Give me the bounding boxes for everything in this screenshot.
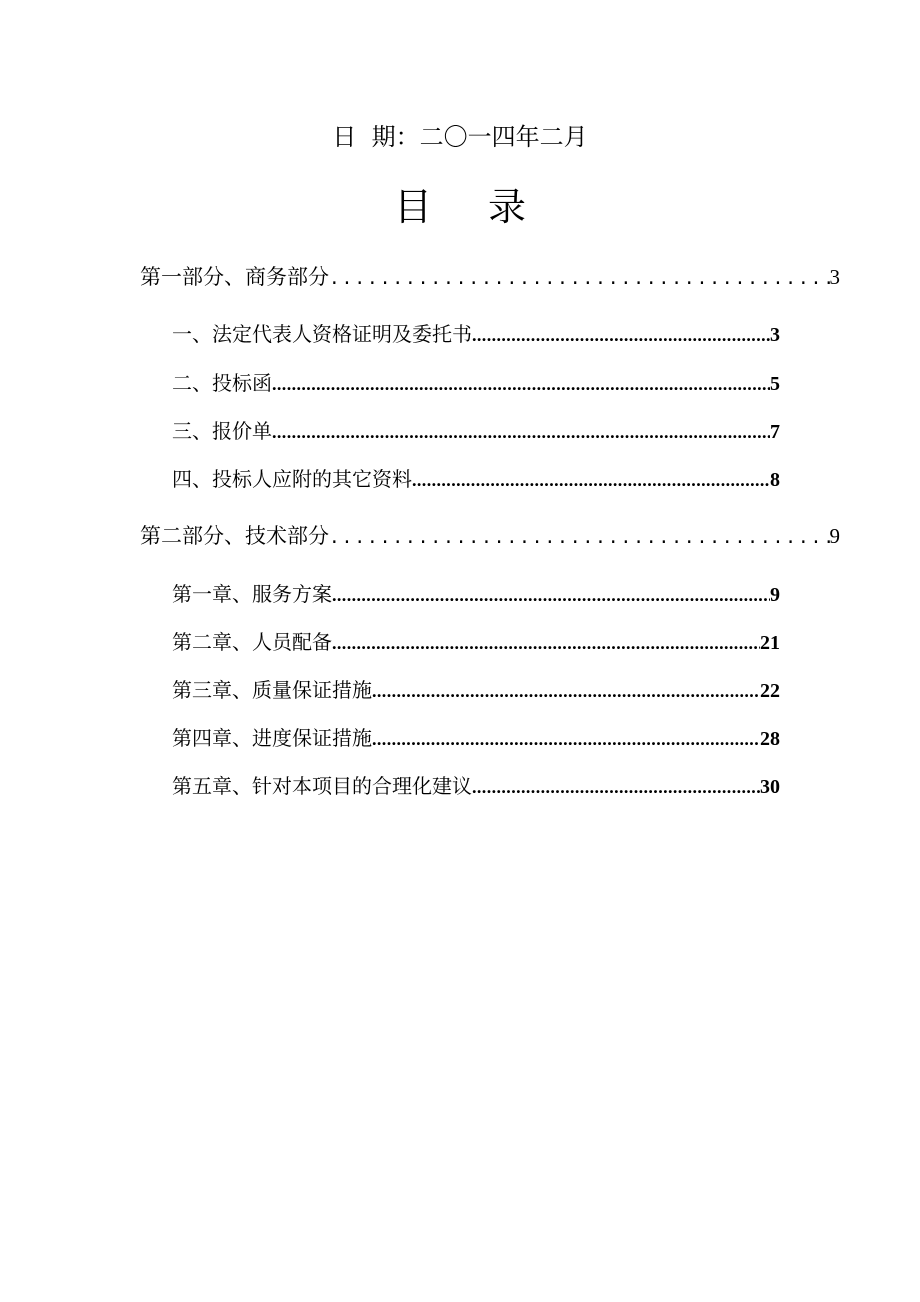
dot-leader: [272, 417, 770, 447]
dot-leader: [412, 465, 770, 495]
toc-entry-page: 3: [770, 324, 780, 346]
toc-entry-page: 21: [760, 632, 780, 654]
toc-entry-page: 22: [760, 680, 780, 702]
dot-leader: [329, 262, 830, 292]
toc-entry-label: 第五章、针对本项目的合理化建议: [172, 774, 472, 798]
toc-entry-section[interactable]: [172, 368, 780, 399]
toc-entry-page: 9: [829, 524, 840, 548]
toc-entry-page: 30: [760, 776, 780, 798]
toc-entry-page: 3: [829, 265, 840, 289]
dot-leader: [332, 580, 770, 610]
dot-leader: [329, 521, 830, 551]
toc-entry-chapter[interactable]: [172, 627, 780, 658]
toc-entry-label: 三、报价单: [172, 419, 272, 443]
dot-leader: [272, 369, 770, 399]
toc-entry-page: 8: [770, 469, 780, 491]
toc-entry-section[interactable]: [172, 464, 780, 495]
toc-entry-label: 二、投标函: [172, 371, 272, 395]
toc-entry-label: 第一章、服务方案: [172, 582, 332, 606]
toc-entry-page: 9: [770, 584, 780, 606]
toc-entry-label: 第二章、人员配备: [172, 630, 332, 654]
toc-entry-chapter[interactable]: [172, 579, 780, 610]
dot-leader: [472, 320, 770, 350]
toc-entry-label: 第一部分、商务部分: [140, 265, 329, 289]
toc-entry-part-1[interactable]: [140, 262, 840, 292]
toc-entry-chapter[interactable]: [172, 771, 780, 802]
toc-entry-page: 5: [770, 373, 780, 395]
dot-leader: [372, 676, 760, 706]
date-line: 日 期：二〇一四年二月: [332, 123, 588, 151]
toc-entry-label: 第三章、质量保证措施: [172, 678, 372, 702]
toc-entry-chapter[interactable]: [172, 675, 780, 706]
dot-leader: [472, 772, 760, 802]
toc-entry-section[interactable]: [172, 319, 780, 350]
toc-entry-label: 第四章、进度保证措施: [172, 726, 372, 750]
dot-leader: [332, 628, 760, 658]
toc-entry-page: 28: [760, 728, 780, 750]
toc-title: 目录: [393, 185, 582, 229]
toc-entry-section[interactable]: [172, 416, 780, 447]
toc-entry-label: 一、法定代表人资格证明及委托书: [172, 322, 472, 346]
toc-entry-page: 7: [770, 421, 780, 443]
toc-entry-part-2[interactable]: [140, 521, 840, 551]
toc-entry-label: 第二部分、技术部分: [140, 524, 329, 548]
toc-entry-label: 四、投标人应附的其它资料: [172, 467, 412, 491]
dot-leader: [372, 724, 760, 754]
toc-entry-chapter[interactable]: [172, 723, 780, 754]
